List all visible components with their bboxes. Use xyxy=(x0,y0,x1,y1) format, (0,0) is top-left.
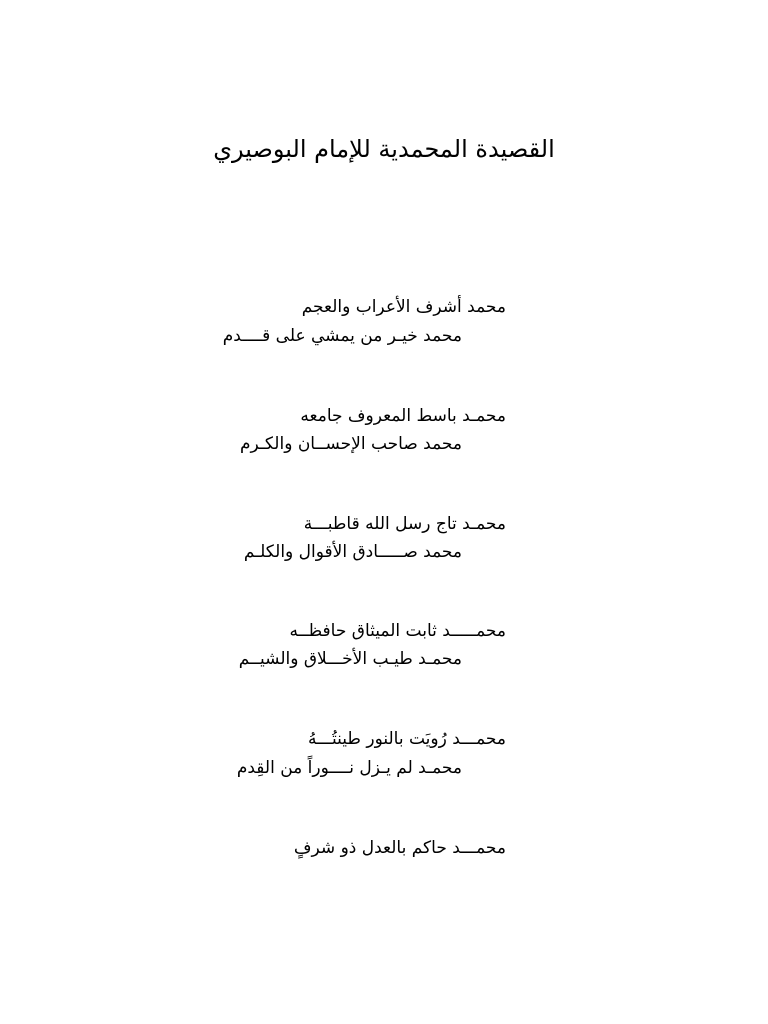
verse-first-hemistich: محمـد تاج رسل الله قاطبـــة xyxy=(303,514,506,534)
poem-title: القصيدة المحمدية للإمام البوصيري xyxy=(213,135,555,163)
verse-first-hemistich: محمـــــد ثابت الميثاق حافظــه xyxy=(289,621,506,641)
verse-second-hemistich: محمـد طيـب الأخـــلاق والشيــم xyxy=(238,649,462,669)
stanza xyxy=(186,837,506,863)
stanza xyxy=(186,513,506,563)
stanza xyxy=(186,405,506,455)
stanza xyxy=(186,296,506,346)
verse-first-hemistich: محمـــد حاكم بالعدل ذو شرفٍ xyxy=(293,838,506,858)
verse-first-hemistich: محمـــد رُويَت بالنور طينتُـــهُ xyxy=(307,729,506,749)
stanza xyxy=(186,620,506,670)
verse-second-hemistich: محمد صـــــادق الأقوال والكلـم xyxy=(243,542,462,562)
stanza xyxy=(186,728,506,778)
verse-second-hemistich: محمد صاحب الإحســان والكـرم xyxy=(240,434,462,454)
verse-second-hemistich: محمد خيـر من يمشي على قــــدم xyxy=(222,326,462,346)
verse-first-hemistich: محمد أشرف الأعراب والعجم xyxy=(301,297,506,317)
verse-first-hemistich: محمـد باسط المعروف جامعه xyxy=(300,406,506,426)
verse-second-hemistich: محمـد لم يـزل نــــوراً من القِدم xyxy=(236,758,462,778)
